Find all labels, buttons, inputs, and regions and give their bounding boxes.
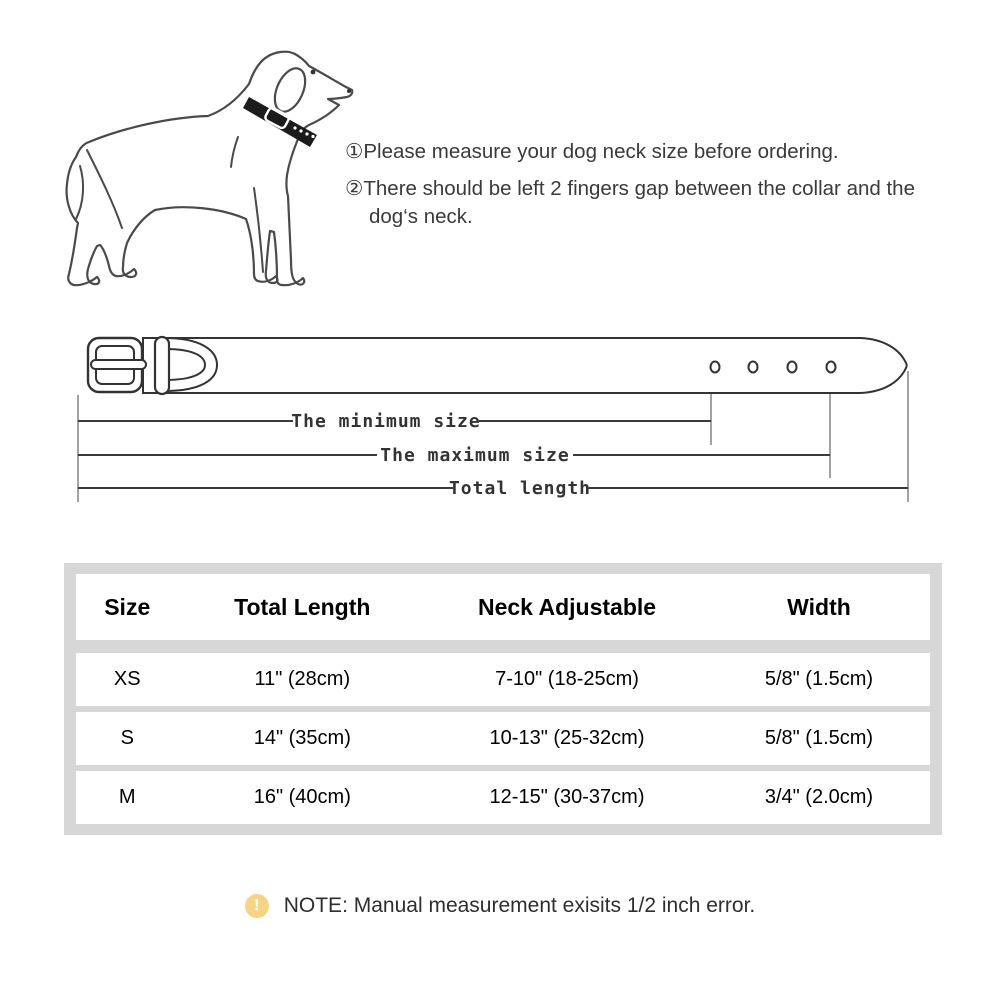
header-neck-adjustable: Neck Adjustable bbox=[477, 593, 657, 620]
dog-eye bbox=[311, 70, 316, 75]
cell-total-length: 14" (35cm) bbox=[253, 727, 351, 749]
table-row bbox=[76, 712, 930, 765]
max-size-label: The maximum size bbox=[380, 445, 570, 466]
cell-total-length: 11" (28cm) bbox=[254, 668, 351, 690]
cell-size: XS bbox=[113, 668, 141, 690]
cell-neck-adjustable: 10-13" (25-32cm) bbox=[489, 727, 645, 749]
collar-prong bbox=[91, 360, 146, 369]
header-size: Size bbox=[104, 593, 151, 620]
table-row bbox=[76, 771, 930, 824]
header-total-length: Total Length bbox=[234, 593, 371, 620]
exclamation-icon: ! bbox=[245, 894, 269, 918]
total-length-label: Total length bbox=[448, 478, 592, 499]
dog-body-outline bbox=[67, 52, 353, 285]
collar-diagram-svg bbox=[55, 325, 945, 510]
instruction-item-2: ②There should be left 2 fingers gap between the collar and the dog‘s neck. bbox=[345, 177, 915, 228]
dog-illustration bbox=[55, 40, 365, 320]
note-row bbox=[0, 884, 1000, 928]
collar-diagram bbox=[55, 325, 945, 510]
header-width: Width bbox=[787, 593, 851, 620]
cell-neck-adjustable: 7-10" (18-25cm) bbox=[495, 668, 639, 690]
dog-line-art-svg bbox=[55, 40, 365, 320]
dog-nose bbox=[347, 89, 351, 93]
cell-total-length: 16" (40cm) bbox=[253, 786, 351, 808]
min-size-label: The minimum size bbox=[291, 411, 481, 432]
size-table bbox=[64, 563, 942, 835]
note-text: NOTE: Manual measurement exisits 1/2 inch error. bbox=[283, 894, 756, 917]
table-row bbox=[76, 653, 930, 706]
cell-neck-adjustable: 12-15" (30-37cm) bbox=[489, 786, 645, 808]
instruction-item-1: ①Please measure your dog neck size before ordering. bbox=[345, 140, 839, 163]
table-header-row bbox=[76, 574, 930, 640]
cell-width: 3/4" (2.0cm) bbox=[764, 786, 874, 808]
cell-size: S bbox=[120, 727, 134, 749]
instructions-block bbox=[345, 138, 915, 240]
cell-width: 5/8" (1.5cm) bbox=[764, 727, 874, 749]
cell-size: M bbox=[118, 786, 136, 808]
cell-width: 5/8" (1.5cm) bbox=[764, 668, 874, 690]
collar-keeper bbox=[155, 337, 169, 394]
